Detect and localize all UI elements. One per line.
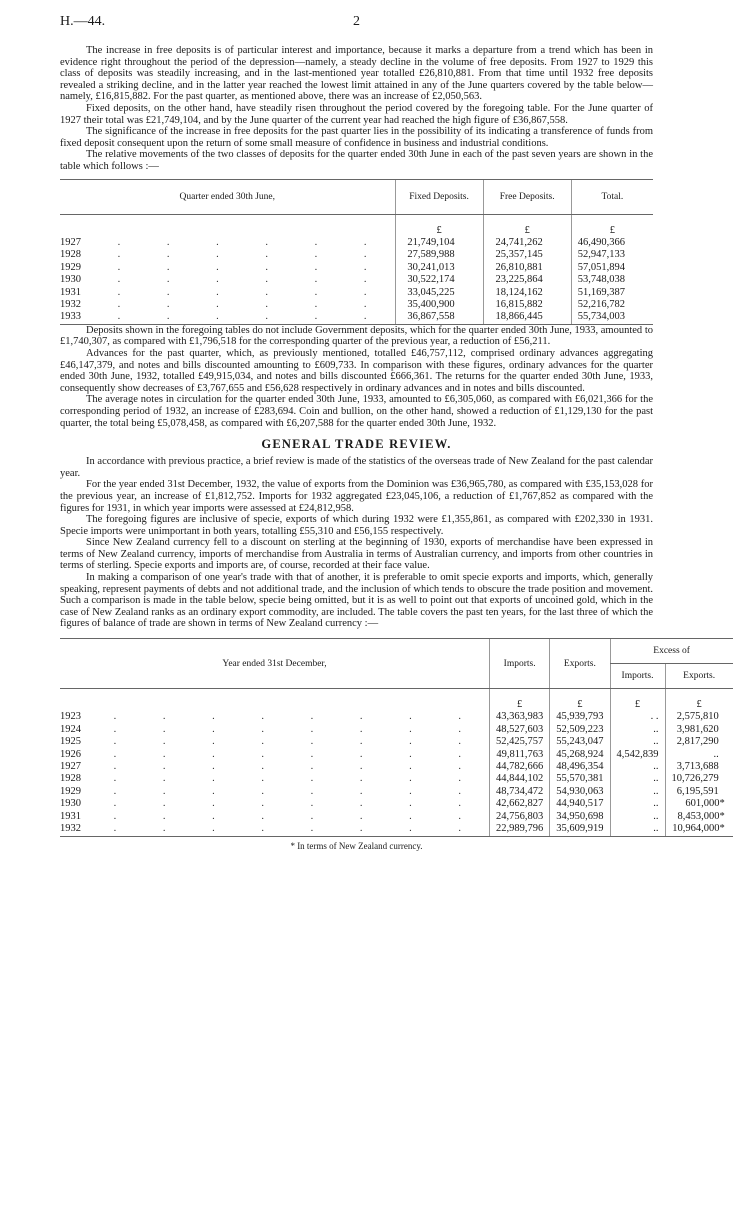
table-row: 1932 . . . . . . . . 22,989,796 35,609,919 .. 10,964,000* <box>60 823 733 836</box>
table-row: 1931 . . . . . . 33,045,225 18,124,162 51,169,387 <box>60 287 653 299</box>
excess-exports-cell: 3,981,620 <box>665 724 733 736</box>
excess-imports-cell: .. <box>610 773 665 785</box>
year-cell: 1929 <box>60 261 81 273</box>
total-cell: 51,169,387 <box>571 287 653 299</box>
table-row: 1930 . . . . . . . . 42,662,827 44,940,517 .. 601,000* <box>60 798 733 810</box>
free-deposits-cell: 18,124,162 <box>483 287 571 299</box>
column-header: Exports. <box>550 639 610 689</box>
paragraph: The relative movements of the two classes of deposits for the quarter ended 30th June in each of the past seven years are shown in the table which follows :— <box>60 149 653 172</box>
excess-exports-cell: 3,713,688 <box>665 761 733 773</box>
table-row: 1932 . . . . . . 35,400,900 16,815,882 52,216,782 <box>60 299 653 311</box>
total-cell: 53,748,038 <box>571 274 653 286</box>
excess-imports-cell: .. <box>610 724 665 736</box>
column-header: Free Deposits. <box>483 179 571 214</box>
exports-cell: 55,570,381 <box>550 773 610 785</box>
excess-imports-cell: .. <box>610 823 665 836</box>
free-deposits-cell: 25,357,145 <box>483 249 571 261</box>
table-row: 1927 . . . . . . 21,749,104 24,741,262 46,490,366 <box>60 237 653 249</box>
table-row: 1929 . . . . . . . . 48,734,472 54,930,063 .. 6,195,591 <box>60 786 733 798</box>
year-cell: 1930 <box>60 274 81 286</box>
column-header: Quarter ended 30th June, <box>60 179 395 214</box>
unit-label: £ <box>550 689 610 712</box>
total-cell: 55,734,003 <box>571 311 653 324</box>
free-deposits-cell: 16,815,882 <box>483 299 571 311</box>
column-header: Imports. <box>610 664 665 689</box>
imports-cell: 44,782,666 <box>490 761 550 773</box>
excess-exports-cell: 2,817,290 <box>665 736 733 748</box>
column-header: Fixed Deposits. <box>395 179 483 214</box>
paragraph: In making a comparison of one year's trade with that of another, it is preferable to omit specie exports and imports, which, generally speaking, represent payments of debts and not additional trade, and the inclusion of which tends to obscure the trade position and movement. Such a comparison is made in the table below, specie being omitted, but it is as well to point out that exports of uncoined gold, which in the case of New Zealand ranks as an ordinary export commodity, are included. The table covers the past ten years, for the last three of which the figures of balance of trade are shown in terms of New Zealand currency :— <box>60 572 653 630</box>
fixed-deposits-cell: 21,749,104 <box>395 237 483 249</box>
year-cell: 1928 <box>60 773 81 785</box>
paragraph: The average notes in circulation for the quarter ended 30th June, 1933, amounted to £6,305,060, as compared with £6,021,366 for the corresponding period of 1932, an increase of £283,694. Coin and bullion, on the other hand, showed a reduction of £1,129,130 for the past quarter, the total being £5,078,458, as compared with £6,207,588 for the quarter ended 30th June, 1932. <box>60 394 653 429</box>
excess-imports-cell: .. <box>610 798 665 810</box>
fixed-deposits-cell: 36,867,558 <box>395 311 483 324</box>
excess-imports-cell: .. <box>610 736 665 748</box>
free-deposits-cell: 24,741,262 <box>483 237 571 249</box>
paragraph: Advances for the past quarter, which, as previously mentioned, totalled £46,757,112, comprised ordinary advances aggregating £46,147,379, and notes and bills discounted amounting to £609,733. In comparison with these figures, ordinary advances for the quarter ended 30th June, 1932, totalled £49,915,034, and notes and bills discounted £666,361. The returns for the quarter ended 30th June, 1933, consequently show decreases of £3,767,655 and £56,628 respectively in ordinary advances and in notes and bills discounted. <box>60 347 653 394</box>
imports-cell: 48,734,472 <box>490 786 550 798</box>
unit-label: £ <box>610 689 665 712</box>
table-footnote: * In terms of New Zealand currency. <box>290 840 423 851</box>
fixed-deposits-cell: 35,400,900 <box>395 299 483 311</box>
unit-label: £ <box>571 214 653 237</box>
paragraph: In accordance with previous practice, a brief review is made of the statistics of the overseas trade of New Zealand for the past calendar year. <box>60 456 653 479</box>
paragraph: The increase in free deposits is of particular interest and importance, because it marks a departure from a trend which has been in evidence right throughout the period of the depression—namely, a steady decline in the volume of free deposits. From 1927 to 1929 this class of deposits was steadily increasing, and in the last-mentioned year totalled £26,810,881. From that time until 1932 free deposits revealed a striking decline, and in the latter year reached the lowest limit attained in any of the June quarters covered by the table below—namely, £16,815,882. For the past quarter, as mentioned above, there was an increase of £2,050,563. <box>60 45 653 103</box>
column-header: Total. <box>571 179 653 214</box>
table-row: 1925 . . . . . . . . 52,425,757 55,243,047 .. 2,817,290 <box>60 736 733 748</box>
fixed-deposits-cell: 27,589,988 <box>395 249 483 261</box>
excess-imports-cell: . . <box>610 711 665 723</box>
exports-cell: 45,939,793 <box>550 711 610 723</box>
exports-cell: 44,940,517 <box>550 798 610 810</box>
unit-row <box>60 689 733 712</box>
unit-label: £ <box>490 689 550 712</box>
free-deposits-cell: 23,225,864 <box>483 274 571 286</box>
unit-label: £ <box>483 214 571 237</box>
year-cell: 1929 <box>60 785 81 797</box>
trade-table <box>60 638 733 836</box>
excess-exports-cell: .. <box>665 749 733 761</box>
table-header-row <box>60 179 653 214</box>
excess-imports-cell: .. <box>610 811 665 823</box>
imports-cell: 52,425,757 <box>490 736 550 748</box>
excess-exports-cell: 2,575,810 <box>665 711 733 723</box>
column-group-header: Excess of <box>610 639 733 664</box>
year-cell: 1926 <box>60 748 81 760</box>
unit-row <box>60 214 653 237</box>
table-row: 1933 . . . . . . 36,867,558 18,866,445 55,734,003 <box>60 311 653 324</box>
year-cell: 1927 <box>60 236 81 248</box>
year-cell: 1932 <box>60 298 81 310</box>
paragraph: For the year ended 31st December, 1932, the value of exports from the Dominion was £36,965,780, as compared with £35,153,028 for the previous year, an increase of £1,812,752. Imports for 1932 aggregated £23,045,106, a reduction of £1,767,852 as compared with the figures for 1931, in which year imports were assessed at £24,812,958. <box>60 479 653 514</box>
excess-imports-cell: .. <box>610 761 665 773</box>
excess-exports-cell: 601,000* <box>665 798 733 810</box>
paragraph: Since New Zealand currency fell to a discount on sterling at the beginning of 1930, exports of merchandise have been expressed in terms of New Zealand currency, imports of merchandise from Australia in terms of Australian currency, and imports from other countries in terms of sterling. Specie exports and imports are, of course, recorded at their face value. <box>60 537 653 572</box>
fixed-deposits-cell: 30,522,174 <box>395 274 483 286</box>
excess-exports-cell: 6,195,591 <box>665 786 733 798</box>
exports-cell: 55,243,047 <box>550 736 610 748</box>
document-reference: H.—44. <box>60 14 106 29</box>
column-header: Imports. <box>490 639 550 689</box>
exports-cell: 54,930,063 <box>550 786 610 798</box>
table-row: 1931 . . . . . . . . 24,756,803 34,950,698 .. 8,453,000* <box>60 811 733 823</box>
section-title: GENERAL TRADE REVIEW. <box>261 437 452 452</box>
year-cell: 1924 <box>60 723 81 735</box>
page-header <box>60 14 653 36</box>
year-cell: 1932 <box>60 823 81 835</box>
imports-cell: 43,363,983 <box>490 711 550 723</box>
total-cell: 52,216,782 <box>571 299 653 311</box>
year-cell: 1931 <box>60 286 81 298</box>
table-row: 1924 . . . . . . . . 48,527,603 52,509,223 .. 3,981,620 <box>60 724 733 736</box>
total-cell: 52,947,133 <box>571 249 653 261</box>
column-header: Year ended 31st December, <box>60 639 490 689</box>
imports-cell: 49,811,763 <box>490 749 550 761</box>
excess-exports-cell: 10,964,000* <box>665 823 733 836</box>
year-cell: 1925 <box>60 736 81 748</box>
exports-cell: 35,609,919 <box>550 823 610 836</box>
free-deposits-cell: 26,810,881 <box>483 262 571 274</box>
table-row: 1928 . . . . . . 27,589,988 25,357,145 52,947,133 <box>60 249 653 261</box>
paragraph: Deposits shown in the foregoing tables do not include Government deposits, which for the quarter ended 30th June, 1933, amounted to £1,740,307, as compared with £1,796,518 for the corresponding quarter of the previous year, a reduction of £56,211. <box>60 324 653 348</box>
year-cell: 1933 <box>60 311 81 323</box>
excess-imports-cell: .. <box>610 786 665 798</box>
paragraph: The foregoing figures are inclusive of specie, exports of which during 1932 were £1,355,861, as compared with £202,330 in 1931. Specie imports were unimportant in both years, totalling £55,310 and £56,155 respectively. <box>60 514 653 537</box>
imports-cell: 48,527,603 <box>490 724 550 736</box>
page-number: 2 <box>353 14 360 29</box>
table-row: 1926 . . . . . . . . 49,811,763 45,268,924 4,542,839 .. <box>60 749 733 761</box>
fixed-deposits-cell: 33,045,225 <box>395 287 483 299</box>
exports-cell: 34,950,698 <box>550 811 610 823</box>
table-row: 1927 . . . . . . . . 44,782,666 48,496,354 .. 3,713,688 <box>60 761 733 773</box>
free-deposits-cell: 18,866,445 <box>483 311 571 324</box>
excess-imports-cell: 4,542,839 <box>610 749 665 761</box>
imports-cell: 44,844,102 <box>490 773 550 785</box>
excess-exports-cell: 8,453,000* <box>665 811 733 823</box>
fixed-deposits-cell: 30,241,013 <box>395 262 483 274</box>
paragraph: Fixed deposits, on the other hand, have steadily risen throughout the period covered by the foregoing table. For the June quarter of 1927 their total was £21,749,104, and by the June quarter of the current year had reached the high figure of £36,867,558. <box>60 102 653 126</box>
table-row: 1929 . . . . . . 30,241,013 26,810,881 57,051,894 <box>60 262 653 274</box>
unit-label: £ <box>395 214 483 237</box>
year-cell: 1928 <box>60 249 81 261</box>
exports-cell: 48,496,354 <box>550 761 610 773</box>
table-row: 1928 . . . . . . . . 44,844,102 55,570,381 .. 10,726,279 <box>60 773 733 785</box>
paragraph: The significance of the increase in free deposits for the past quarter lies in the possibility of its indicating a transference of funds from fixed deposit consequent upon the return of some small measure of confidence in business and industrial conditions. <box>60 126 653 149</box>
excess-exports-cell: 10,726,279 <box>665 773 733 785</box>
unit-label: £ <box>665 689 733 712</box>
year-cell: 1923 <box>60 711 81 723</box>
deposits-table <box>60 179 653 325</box>
table-row: 1923 . . . . . . . . 43,363,983 45,939,793 . . 2,575,810 <box>60 711 733 723</box>
year-cell: 1931 <box>60 810 81 822</box>
table-row: 1930 . . . . . . 30,522,174 23,225,864 53,748,038 <box>60 274 653 286</box>
column-header: Exports. <box>665 664 733 689</box>
year-cell: 1930 <box>60 798 81 810</box>
imports-cell: 42,662,827 <box>490 798 550 810</box>
imports-cell: 24,756,803 <box>490 811 550 823</box>
exports-cell: 52,509,223 <box>550 724 610 736</box>
imports-cell: 22,989,796 <box>490 823 550 836</box>
exports-cell: 45,268,924 <box>550 749 610 761</box>
year-cell: 1927 <box>60 761 81 773</box>
total-cell: 57,051,894 <box>571 262 653 274</box>
table-header-row <box>60 639 733 664</box>
document-page <box>60 14 725 851</box>
total-cell: 46,490,366 <box>571 237 653 249</box>
